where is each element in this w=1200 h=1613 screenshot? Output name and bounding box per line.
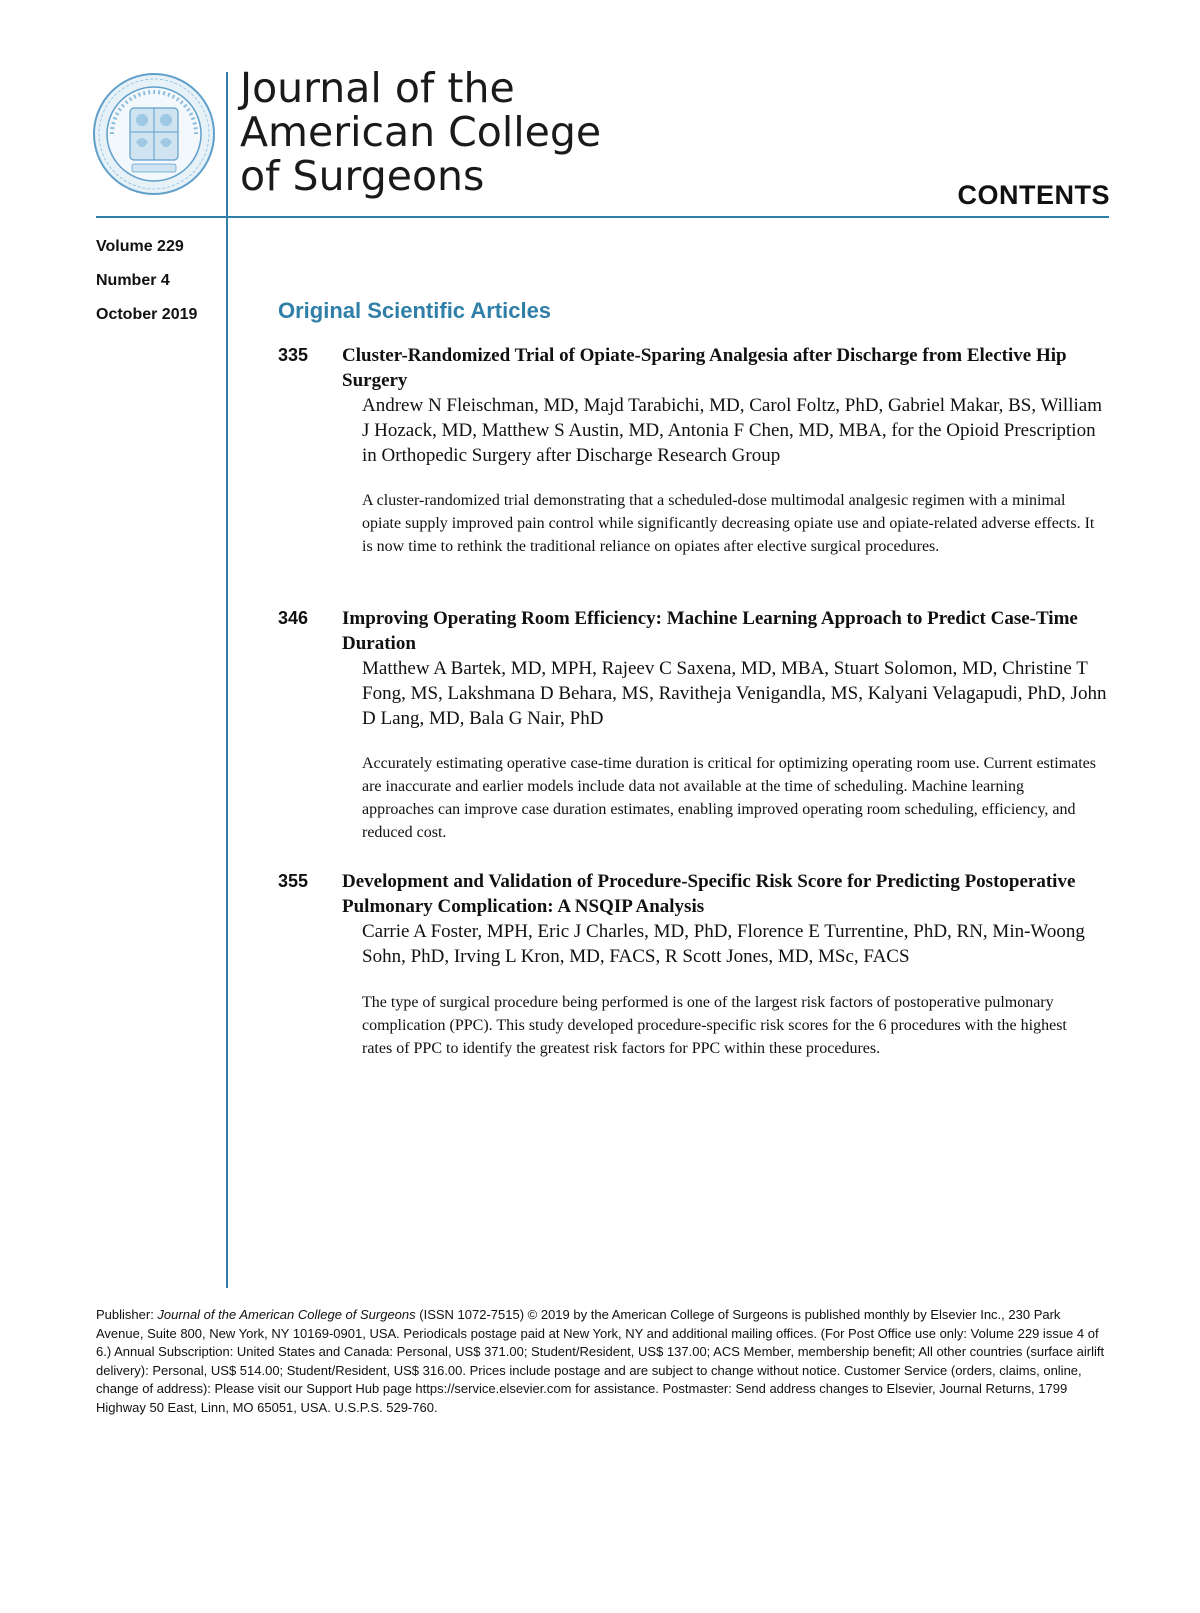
journal-title-line-1: Journal of the (240, 64, 515, 112)
vertical-rule (226, 72, 228, 1288)
publisher-journal-name: Journal of the American College of Surgeons (157, 1307, 416, 1322)
horizontal-rule (96, 216, 1109, 218)
article-authors: Andrew N Fleischman, MD, Majd Tarabichi, MD, Carol Foltz, PhD, Gabriel Makar, BS, William J Hozack, MD, Matthew S Austin, MD, Antonia F Chen, MD, MBA, for the Opioid Prescription in Orthopedic Surgery after Discharge Research Group (362, 395, 1102, 466)
article-title[interactable]: Development and Validation of Procedure-Specific Risk Score for Predicting Postoperative Pulmonary Complication: A NSQIP Analysis (342, 871, 1076, 917)
journal-title (240, 66, 601, 198)
article-summary: Accurately estimating operative case-time duration is critical for optimizing operating room use. Current estimates are inaccurate and earlier models include data not available at the time of scheduling. Machine learning approaches can improve case duration estimates, enabling improved operating room scheduling, efficiency, and reduced cost. (362, 755, 1096, 841)
issue-date: October 2019 (96, 306, 198, 323)
article-page-number: 335 (278, 345, 309, 365)
journal-title-line-3: of Surgeons (240, 152, 485, 200)
publisher-statement (96, 1306, 1109, 1417)
college-seal-logo (92, 72, 216, 196)
issue-volume: Volume 229 (96, 238, 184, 255)
article-title[interactable]: Improving Operating Room Efficiency: Machine Learning Approach to Predict Case-Time Duration (342, 608, 1078, 654)
publisher-prefix: Publisher: (96, 1307, 158, 1322)
article-summary: A cluster-randomized trial demonstrating that a scheduled-dose multimodal analgesic regimen with a minimal opiate supply improved pain control while significantly decreasing opiate use and opiate-related adverse effects. It is now time to rethink the traditional reliance on opiates after elective surgical procedures. (362, 492, 1095, 555)
journal-title-line-2: American College (240, 108, 602, 156)
seal-icon (92, 72, 216, 196)
article-authors: Matthew A Bartek, MD, MPH, Rajeev C Saxena, MD, MBA, Stuart Solomon, MD, Christine T Fong, MS, Lakshmana D Behara, MS, Ravitheja Venigandla, MS, Kalyani Velagapudi, PhD, John D Lang, MD, Bala G Nair, PhD (362, 658, 1107, 729)
article-summary: The type of surgical procedure being performed is one of the largest risk factors of postoperative pulmonary complication (PPC). This study developed procedure-specific risk scores for the 6 procedures with the highest rates of PPC to identify the greatest risk factors for PPC within these procedures. (362, 994, 1067, 1057)
article-title[interactable]: Cluster-Randomized Trial of Opiate-Sparing Analgesia after Discharge from Elective Hip Surgery (342, 345, 1067, 391)
section-heading: Original Scientific Articles (278, 298, 552, 323)
contents-heading: CONTENTS (957, 180, 1110, 210)
issue-number: Number 4 (96, 272, 170, 289)
article-page-number: 355 (278, 871, 309, 891)
article-authors: Carrie A Foster, MPH, Eric J Charles, MD, PhD, Florence E Turrentine, PhD, RN, Min-Woong Sohn, PhD, Irving L Kron, MD, FACS, R Scott Jones, MD, MSc, FACS (362, 921, 1085, 967)
article-page-number: 346 (278, 608, 309, 628)
publisher-details: (ISSN 1072-7515) © 2019 by the American College of Surgeons is published monthly by Elsevier Inc., 230 Park Avenue, Suite 800, New York, NY 10169-0901, USA. Periodicals postage paid at New York, NY and additional mailing offices. (For Post Office use only: Volume 229 issue 4 of 6.) Annual Subscription: United States and Canada: Personal, US$ 371.00; Student/Resident, US$ 137.00; ACS Member, membership benefit; All other countries (surface airlift delivery): Personal, US$ 514.00; Student/Resident, US$ 316.00. Prices include postage and are subject to change without notice. Customer Service (orders, claims, online, change of address): Please visit our Support Hub page https://service.elsevier.com for assistance. Postmaster: Send address changes to Elsevier, Journal Returns, 1799 Highway 50 East, Linn, MO 65051, USA. U.S.P.S. 529-760. (96, 1307, 1105, 1415)
